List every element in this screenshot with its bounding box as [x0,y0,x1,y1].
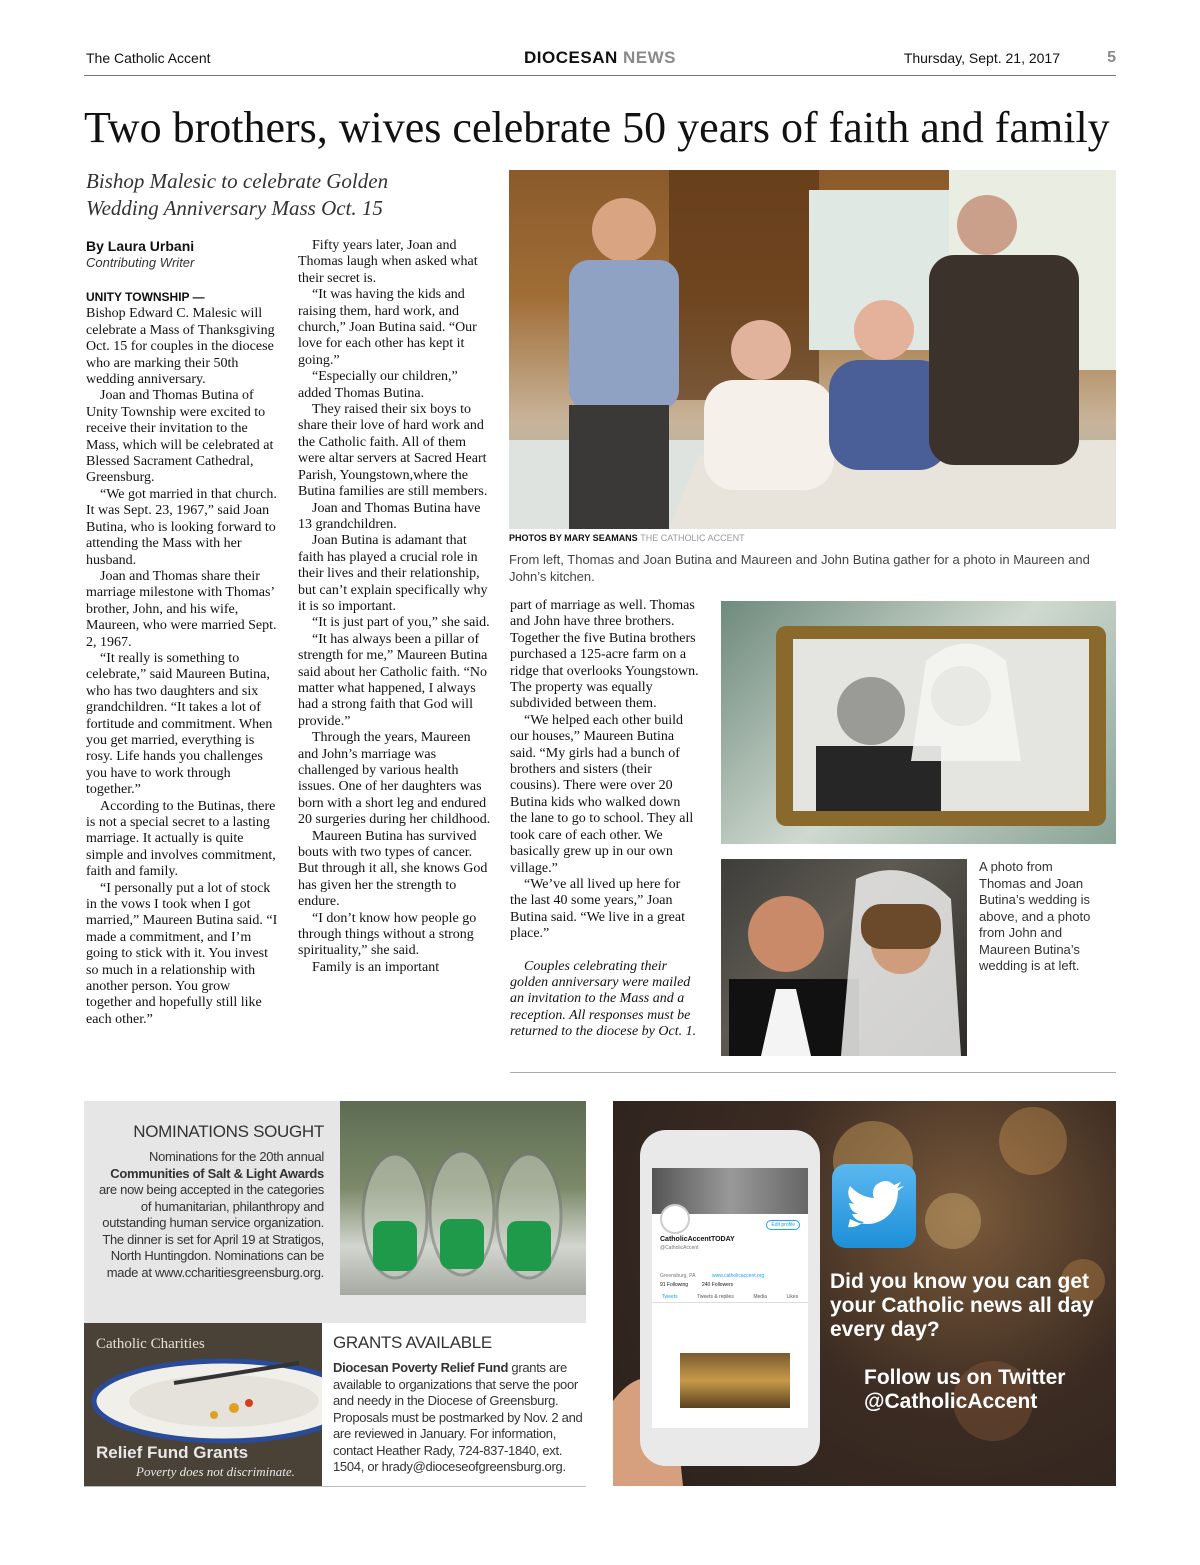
profile-name: CatholicAccentTODAY [660,1236,735,1243]
wedding-photos-caption: A photo from Thomas and Joan Butina’s wedding is above, and a photo from John and Maureen Butina’s wedding is at left. [979,859,1091,973]
grants-text [333,1360,583,1476]
profile-avatar [660,1204,690,1234]
color-photo-illustration [721,859,967,1056]
paragraph: According to the Butinas, there is not a special secret to a lasting marriage. It actually is quite simple and involves commitment, faith and family. [86,798,276,880]
article-end-rule [510,1072,1116,1073]
tab-tweets-replies[interactable]: Tweets & replies [697,1294,734,1300]
followers-count[interactable]: 240 Followers [702,1282,734,1288]
byline-role: Contributing Writer [86,255,195,270]
closing-note: Couples celebrating their golden anniversary were mailed an invitation to the Mass and a reception. All responses must be returned to the diocese by Oct. 1. [510,958,697,1040]
paragraph: Joan Butina is adamant that faith has played a crucial role in their lives and their relationship, but can’t explain specifically why it is so important. [298,533,488,614]
issue-date: Thursday, Sept. 21, 2017 [903,50,1060,66]
bird-glyph [832,1164,916,1248]
family-kitchen-illustration [509,170,1116,529]
photo-credit [509,533,745,543]
paragraph: “We got married in that church. It was Sept. 23, 1967,” said Joan Butina, who is looking forward to attending the Mass with her husband. [86,486,277,568]
trophies-illustration [340,1101,586,1295]
paragraph: “We helped each other build our houses,” Maureen Butina said. “My girls had a bunch of brothers and sisters (their cousins). There were over 20 Butina kids who walked down the lane to go to school. They all took care of each other. We basically grew up in our own village.” [510,712,694,876]
edit-profile-button[interactable]: Edit profile [766,1220,800,1230]
nominations-body: are now being accepted in the categories of humanitarian, philanthropy and outstanding human service organization. The dinner is set for April 19 at Stratigos, North Huntingdon. Nominations can be made at www.ccharitiesgreensburg.org. [98,1182,324,1280]
header-rule [84,75,1116,76]
nominations-title: NOMINATIONS SOUGHT [133,1122,324,1141]
awards-trophies-photo [340,1101,586,1295]
byline: By Laura Urbani [86,238,195,254]
article-column-2 [298,238,491,976]
grants-title: GRANTS AVAILABLE [333,1333,492,1352]
publication-name: The Catholic Accent [86,50,211,66]
profile-site[interactable]: www.catholicaccent.org [712,1273,765,1279]
section-label-part2: NEWS [622,48,676,67]
paragraph: Joan and Thomas Butina have 13 grandchildren. [298,500,481,532]
nominations-intro: Nominations for the 20th annual [149,1149,324,1164]
tab-likes[interactable]: Likes [786,1294,799,1300]
tab-tweets[interactable]: Tweets [661,1294,678,1300]
twitter-profile-screen [652,1168,808,1428]
paragraph: Family is an important [312,959,440,975]
dateline: UNITY TOWNSHIP — [86,290,205,304]
paragraph: “We’ve all lived up here for the last 40 some years,” Joan Butina said. “We live in a great place.” [510,876,685,942]
paragraph: Joan and Thomas share their marriage milestone with Thomas’ brother, John, and his wife, Maureen, who were married Sept. 2, 1967. [86,568,277,650]
paragraph: part of marriage as well. Thomas and John have three brothers. Together the five Butina brothers purchased a 125-acre farm on a ridge that overlooks Youngstown. The property was equally subdivided between them. [510,598,699,712]
page-number: 5 [1107,49,1116,66]
photo-credit-org: THE CATHOLIC ACCENT [640,533,745,543]
paragraph: “I don’t know how people go through things without a strong spirituality,” she said. [298,910,477,959]
article-headline: Two brothers, wives celebrate 50 years of faith and family [84,103,1110,152]
article-column-1 [86,238,279,1028]
paragraph: Through the years, Maureen and John’s marriage was challenged by various health issues. One of her daughters was born with a short leg and endured 20 surgeries during her childhood. [298,730,491,828]
paragraph: “It is just part of you,” she said. [312,615,490,631]
twitter-ad-headline: Did you know you can get your Catholic news all day every day? [830,1270,1094,1341]
fund-name: Diocesan Poverty Relief Fund [333,1360,509,1375]
relief-fund-tagline: Poverty does not discriminate. [136,1464,295,1479]
section-label-part1: DIOCESAN [524,48,618,67]
paragraph-text: Bishop Edward C. Malesic will celebrate a Mass of Thanksgiving Oct. 15 for couples in the diocese who are marking their 50th wedding anniversary. [86,306,275,388]
following-count[interactable]: 91 Following [660,1282,689,1288]
award-name: Communities of Salt & Light Awards [110,1165,324,1181]
paragraph: Fifty years later, Joan and Thomas laugh when asked what their secret is. [298,238,478,286]
paragraph: “It really is something to celebrate,” said Maureen Butina, who has two daughters and six grandchildren. “It takes a lot of fortitude and commitment. When you get married, everything is rosy. Life hands you challenges you have to work through together.” [86,650,273,798]
tab-media[interactable]: Media [753,1294,767,1300]
profile-tabs [652,1294,808,1303]
twitter-bird-icon[interactable] [832,1164,916,1248]
main-photo-caption: From left, Thomas and Joan Butina and Maureen and John Butina gather for a photo in Maureen and John’s kitchen. [509,552,1090,584]
relief-fund-title: Relief Fund Grants [96,1443,249,1462]
photo-credit-name: PHOTOS BY MARY SEAMANS [509,533,638,543]
tweet-image[interactable] [680,1353,790,1408]
paragraph: “It was having the kids and raising them, hard work, and church,” Joan Butina said. “Our love for each other has kept it going.” [298,287,477,368]
color-wedding-photo [721,859,967,1056]
catholic-charities-label: Catholic Charities [96,1336,205,1352]
profile-handle: @CatholicAccent [660,1245,699,1251]
paragraph: Maureen Butina has survived bouts with two types of cancer. But through it all, she knows God has given her the strength to endure. [298,828,488,910]
paragraph: “I personally put a lot of stock in the vows I took when I got married,” Maureen Butina said. “I made a commitment, and I’m going to stick with it. You invest so much in a relationship with another person. You grow together and hopefully still like each other.” [86,880,278,1027]
paragraph: They raised their six boys to share their love of hard work and the Catholic faith. All of them were altar servers at Sacred Heart Parish, Youngstown,where the Butina families are still members. [298,402,488,500]
profile-location: Greensburg, PA [660,1273,696,1279]
framed-photo-illustration [721,601,1116,844]
grants-bottom-rule [84,1486,586,1487]
paragraph: “It has always been a pillar of strength for me,” Maureen Butina said about her Catholic faith. “No matter what happened, I always had a strong faith that God will provide.” [298,631,488,729]
paragraph: Joan and Thomas Butina of Unity Township were excited to receive their invitation to the Mass, which will be celebrated at Blessed Sacrament Cathedral, Greensburg. [86,388,274,486]
paragraph [86,289,279,388]
family-kitchen-photo [509,170,1116,529]
grants-body: grants are available to organizations that serve the poor and needy in the Diocese of Greensburg. Proposals must be postmarked by Nov. 2 and are reviewed in January. For information, contact Heather Rady, 724-837-1840, ext. 1504, or hrady@dioceseofgreensburg.org. [333,1360,583,1474]
framed-wedding-photo [721,601,1116,844]
article-subhead: Bishop Malesic to celebrate Golden Wedding Anniversary Mass Oct. 15 [86,169,389,220]
article-column-3 [510,598,700,1041]
nominations-text [92,1149,324,1281]
paragraph: “Especially our children,” added Thomas Butina. [298,369,458,401]
twitter-ad-cta[interactable]: Follow us on Twitter @CatholicAccent [864,1366,1066,1413]
